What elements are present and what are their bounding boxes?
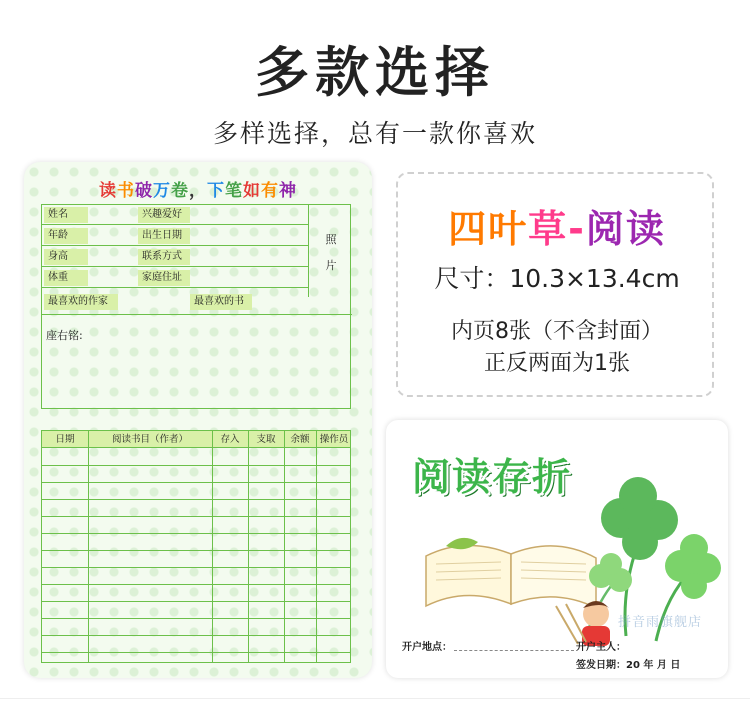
form-slogan bbox=[24, 176, 372, 201]
info-row bbox=[42, 247, 308, 267]
weight-label: 体重 bbox=[44, 270, 88, 286]
slogan-char: ， bbox=[189, 181, 207, 201]
slogan-char: 万 bbox=[153, 181, 171, 201]
account-holder-label: 开户主人： bbox=[576, 642, 626, 653]
info-row bbox=[42, 289, 352, 315]
grid-line bbox=[42, 584, 351, 585]
photo-label: 片 bbox=[325, 259, 337, 272]
sign-date-label: 签发日期：20 年 月 日 bbox=[576, 660, 681, 671]
bottom-divider bbox=[0, 698, 750, 699]
slogan-char: 神 bbox=[279, 181, 297, 201]
page-title: 多款选择 bbox=[255, 41, 495, 104]
grid-line bbox=[42, 499, 351, 500]
birth-label: 出生日期 bbox=[138, 228, 190, 244]
slogan-char: 读 bbox=[99, 181, 117, 201]
fav-book-label: 最喜欢的书 bbox=[190, 294, 252, 310]
sides-text: 正反两面为1张 bbox=[484, 351, 630, 376]
grid-line bbox=[42, 516, 351, 517]
slogan-char: 如 bbox=[243, 181, 261, 201]
pages-text: 内页8张（不含封面） bbox=[451, 319, 663, 344]
slogan-char: 卷 bbox=[171, 181, 189, 201]
date-header: 日期 bbox=[55, 434, 75, 445]
brand-char: 阅 bbox=[585, 207, 626, 251]
hobby-label: 兴趣爱好 bbox=[138, 207, 190, 223]
product-info-card bbox=[396, 172, 714, 397]
slogan-char: 破 bbox=[135, 181, 153, 201]
brand-char: 四 bbox=[448, 207, 489, 251]
reading-log-table bbox=[41, 430, 351, 663]
brand-char: 草 bbox=[528, 207, 569, 251]
height-label: 身高 bbox=[44, 249, 88, 265]
page-subtitle: 多样选择，总有一款你喜欢 bbox=[212, 119, 537, 148]
cover-title: 阅读存折 bbox=[412, 455, 573, 499]
photo-label: 照 bbox=[325, 233, 337, 246]
slogan-char: 笔 bbox=[225, 181, 243, 201]
info-row bbox=[42, 205, 308, 225]
info-row bbox=[42, 226, 308, 246]
slogan-char: 书 bbox=[117, 181, 135, 201]
photo-box bbox=[308, 205, 352, 297]
operator-header: 操作员 bbox=[319, 434, 349, 445]
personal-info-table bbox=[41, 204, 351, 409]
grid-line bbox=[42, 482, 351, 483]
watermark: 拼音雨旗舰店 bbox=[618, 615, 703, 630]
book-header: 阅读书目（作者） bbox=[111, 434, 188, 445]
grid-line bbox=[42, 550, 351, 551]
size-text: 尺寸：10.3×13.4cm bbox=[434, 264, 680, 293]
motto-label: 座右铭: bbox=[46, 329, 83, 342]
grid-line bbox=[42, 618, 351, 619]
contact-label: 联系方式 bbox=[138, 249, 190, 265]
slogan-char: 有 bbox=[261, 181, 279, 201]
name-label: 姓名 bbox=[44, 207, 88, 223]
record-form-card bbox=[24, 162, 372, 678]
brand-char: - bbox=[568, 207, 586, 251]
withdraw-header: 支取 bbox=[256, 434, 276, 445]
grid-line bbox=[42, 635, 351, 636]
info-row bbox=[42, 268, 308, 288]
cover-card bbox=[386, 420, 728, 678]
fav-author-label: 最喜欢的作家 bbox=[44, 294, 118, 310]
account-place-line bbox=[454, 650, 574, 651]
brand-char: 读 bbox=[625, 207, 666, 251]
balance-header: 余额 bbox=[290, 434, 310, 445]
brand-char: 叶 bbox=[488, 207, 529, 251]
grid-line bbox=[42, 533, 351, 534]
grid-line bbox=[42, 652, 351, 653]
grid-line bbox=[42, 601, 351, 602]
deposit-header: 存入 bbox=[220, 434, 240, 445]
grid-line bbox=[42, 465, 351, 466]
address-label: 家庭住址 bbox=[138, 270, 190, 286]
slogan-char: 下 bbox=[207, 181, 225, 201]
grid-line bbox=[42, 567, 351, 568]
account-place-label: 开户地点： bbox=[402, 642, 452, 653]
brand-title bbox=[398, 198, 716, 253]
age-label: 年龄 bbox=[44, 228, 88, 244]
